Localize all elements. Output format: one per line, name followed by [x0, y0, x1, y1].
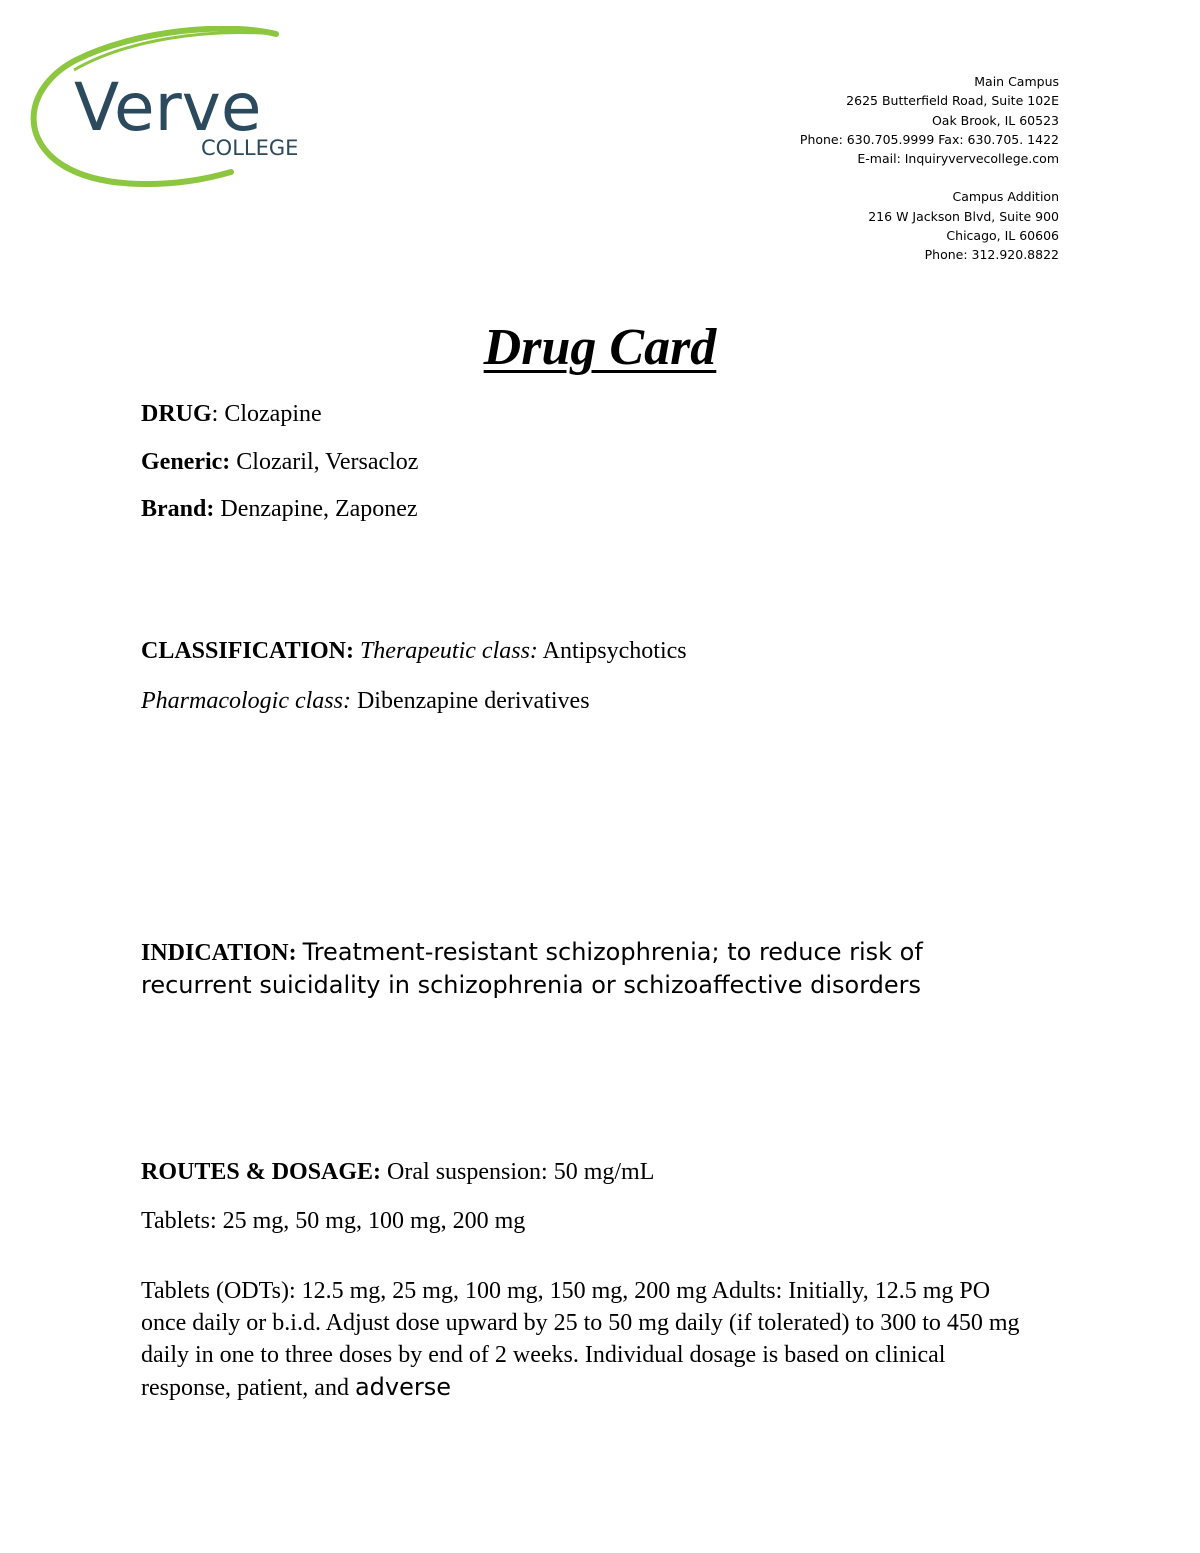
indication-label: INDICATION:: [141, 940, 297, 966]
logo-graphic: [26, 26, 316, 188]
indication-line-2: recurrent suicidality in schizophrenia or schizoaffective disorders: [141, 971, 922, 999]
odt-dosage-tail: adverse: [354, 1373, 451, 1401]
verve-college-logo: [26, 26, 316, 188]
brand-line: [141, 496, 418, 523]
campus-address-block: [800, 72, 1059, 265]
indication-section: [141, 936, 1081, 1002]
pharmacologic-line: [141, 688, 590, 715]
campus-addition-phone: Phone: 312.920.8822: [924, 247, 1059, 263]
generic-line: [141, 449, 418, 476]
logo-name: Verve: [74, 69, 262, 146]
therapeutic-class-label: Therapeutic class:: [359, 638, 538, 664]
odt-dosage-paragraph: [141, 1275, 1021, 1404]
drug-label: DRUG: [141, 401, 212, 427]
campus-addition-heading: Campus Addition: [952, 189, 1059, 205]
main-campus-phone: Phone: 630.705.9999 Fax: 630.705. 1422: [799, 131, 1059, 147]
main-campus-heading: Main Campus: [974, 74, 1059, 89]
classification-label: CLASSIFICATION:: [141, 638, 354, 664]
main-campus-street: 2625 Butterfield Road, Suite 102E: [846, 93, 1059, 109]
routes-label: ROUTES & DOSAGE:: [141, 1159, 382, 1185]
odt-dosage-text: Tablets (ODTs): 12.5 mg, 25 mg, 100 mg, 150 mg, 200 mg Adults: Initially, 12.5 mg PO once daily or b.i.d. Adjust dose upward by 25 to 50 mg daily (if tolerated) to 300 to 450 mg daily in one to three doses by end of 2 weeks. Individual dosage is based on clinical response, patient, and: [141, 1278, 1020, 1401]
classification-line: [141, 638, 687, 665]
main-campus-email: E-mail: Inquiryvervecollege.com: [857, 151, 1059, 167]
pharmacologic-class-value: Dibenzapine derivatives: [356, 688, 590, 714]
indication-line-1: Treatment-resistant schizophrenia; to reduce risk of: [302, 938, 923, 966]
routes-value: Oral suspension: 50 mg/mL: [387, 1159, 655, 1185]
tablets-line: Tablets: 25 mg, 50 mg, 100 mg, 200 mg: [141, 1208, 526, 1234]
therapeutic-class-value: Antipsychotics: [542, 638, 687, 664]
page-title: Drug Card: [483, 319, 717, 376]
campus-addition-street: 216 W Jackson Blvd, Suite 900: [868, 208, 1059, 224]
generic-value: Clozaril, Versacloz: [236, 449, 419, 475]
routes-line: [141, 1159, 654, 1186]
pharmacologic-class-label: Pharmacologic class:: [141, 688, 351, 714]
brand-label: Brand:: [141, 496, 215, 522]
generic-label: Generic:: [141, 449, 231, 475]
drug-line: DRUG: Clozapine: [141, 401, 322, 427]
brand-value: Denzapine, Zaponez: [220, 496, 418, 522]
drug-value: Clozapine: [224, 401, 322, 427]
logo-subtitle: COLLEGE: [201, 136, 299, 160]
main-campus-city: Oak Brook, IL 60523: [931, 112, 1059, 128]
campus-addition-city: Chicago, IL 60606: [946, 228, 1059, 244]
